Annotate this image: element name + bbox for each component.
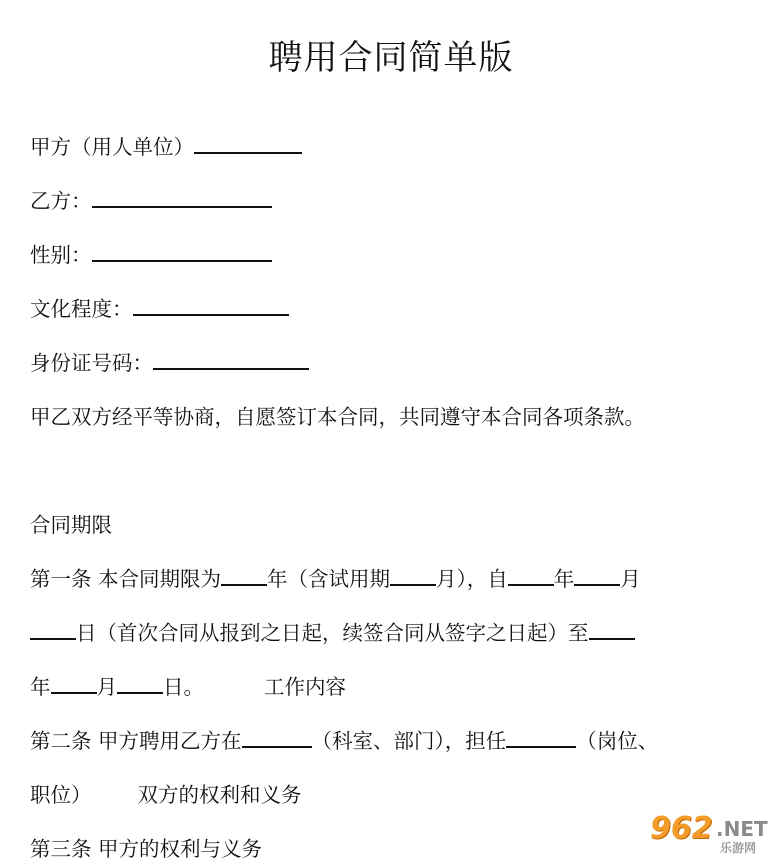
work-content-heading: 工作内容 [264, 675, 346, 699]
party-b-line [30, 186, 272, 216]
article1-from: 月），自 [436, 567, 508, 591]
article1-month2: 月 [620, 567, 641, 591]
party-a-label: 甲方（用人单位） [30, 135, 194, 159]
article1-month3: 月 [96, 675, 117, 699]
end-day-blank [117, 674, 163, 694]
start-day-blank [30, 620, 76, 640]
education-blank [133, 296, 289, 316]
gender-blank [92, 242, 272, 262]
article3-line: 第三条 甲方的权利与义务 [30, 837, 263, 861]
party-b-blank [92, 188, 272, 208]
start-month-blank [574, 566, 620, 586]
term-years-blank [221, 566, 267, 586]
article1-line2 [30, 618, 635, 648]
watermark-number: 962 [650, 811, 713, 846]
gender-line [30, 240, 272, 270]
article1-line1 [30, 564, 641, 594]
position-blank [506, 728, 576, 748]
start-year-blank [508, 566, 554, 586]
id-label: 身份证号码： [30, 351, 153, 375]
probation-months-blank [390, 566, 436, 586]
article1-day: 日（首次合同从报到之日起，续签合同从签字之日起）至 [76, 621, 589, 645]
id-blank [153, 350, 309, 370]
gender-label: 性别： [30, 243, 92, 267]
education-label: 文化程度： [30, 297, 133, 321]
party-a-line [30, 132, 302, 162]
article2-lead: 第二条 甲方聘用乙方在 [30, 729, 242, 753]
article2-post2: 职位） [30, 783, 92, 807]
article1-year3: 年 [30, 675, 51, 699]
agreement-text: 甲乙双方经平等协商，自愿签订本合同，共同遵守本合同各项条款。 [30, 405, 645, 429]
section-term: 合同期限 [30, 513, 112, 537]
education-line [30, 294, 289, 324]
site-watermark-logo [642, 811, 776, 857]
document-title: 聘用合同简单版 [268, 38, 514, 78]
id-line [30, 348, 309, 378]
department-blank [242, 728, 312, 748]
party-a-blank [194, 134, 302, 154]
article1-year2: 年 [553, 567, 575, 591]
article2-dept: （科室、部门），担任 [311, 729, 507, 753]
article2-line1 [30, 726, 658, 756]
end-month-blank [51, 674, 97, 694]
article1-day3: 日。 [163, 675, 204, 699]
rights-heading: 双方的权利和义务 [137, 783, 302, 807]
article1-line3 [30, 672, 346, 702]
party-b-label: 乙方： [30, 189, 92, 213]
end-year-blank [589, 620, 635, 640]
article1-probation: 年（含试用期 [267, 567, 391, 591]
article2-line2 [30, 780, 302, 810]
article2-post: （岗位、 [576, 729, 659, 753]
article1-lead: 第一条 本合同期限为 [30, 567, 222, 591]
watermark-domain: .NET [716, 817, 768, 841]
watermark-site: 乐游网 [720, 841, 757, 855]
